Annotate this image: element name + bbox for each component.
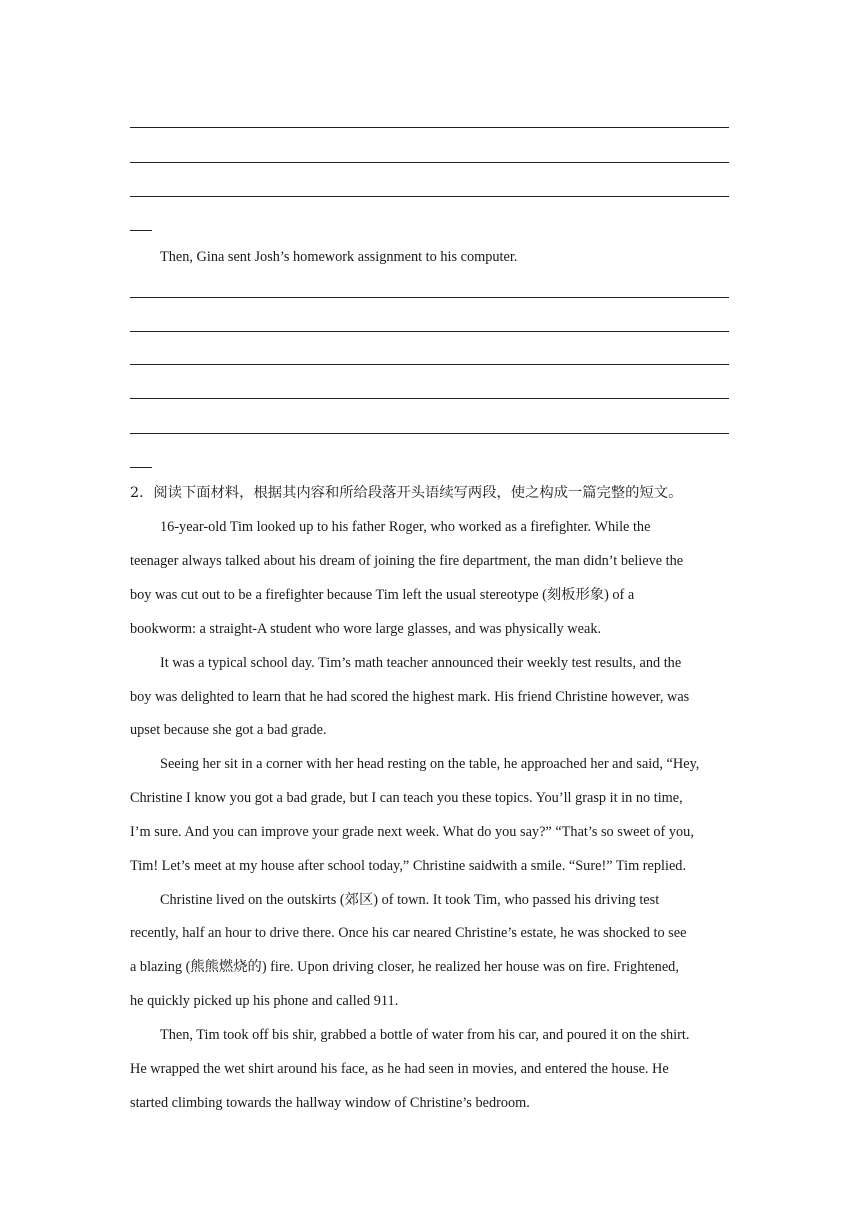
- passage-line: upset because she got a bad grade.: [130, 722, 327, 738]
- passage-line: started climbing towards the hallway window of Christine’s bedroom.: [130, 1095, 530, 1111]
- passage-line: Tim! Let’s meet at my house after school today,” Christine saidwith a smile. “Sure!” Tim replied.: [130, 858, 687, 874]
- passage-line: I’m sure. And you can improve your grade next week. What do you say?” “That’s so sweet of you,: [130, 824, 694, 840]
- passage-line: Christine I know you got a bad grade, but I can teach you these topics. You’ll grasp it in no time,: [130, 790, 683, 806]
- passage-line: Then, Tim took off bis shir, grabbed a bottle of water from his car, and poured it on the shirt.: [160, 1027, 690, 1043]
- answer-line: [130, 297, 729, 298]
- passage-line: a blazing (熊熊燃烧的) fire. Upon driving closer, he realized her house was on fire. Frightened,: [130, 959, 679, 975]
- answer-line-end: [130, 230, 152, 231]
- passage-line: Seeing her sit in a corner with her head resting on the table, he approached her and said, “Hey,: [160, 756, 700, 772]
- passage-line: boy was delighted to learn that he had scored the highest mark. His friend Christine however, was: [130, 689, 690, 705]
- passage-line: he quickly picked up his phone and called 911.: [130, 993, 399, 1009]
- passage-line: boy was cut out to be a firefighter because Tim left the usual stereotype (刻板形象) of a: [130, 587, 635, 603]
- continuation-sentence: Then, Gina sent Josh’s homework assignment to his computer.: [160, 249, 518, 265]
- answer-line: [130, 162, 729, 163]
- answer-line: [130, 364, 729, 365]
- question-heading: 2．阅读下面材料，根据其内容和所给段落开头语续写两段，使之构成一篇完整的短文。: [130, 485, 683, 501]
- passage-line: bookworm: a straight-A student who wore large glasses, and was physically weak.: [130, 621, 602, 637]
- answer-line-end: [130, 467, 152, 468]
- passage-line: Christine lived on the outskirts (郊区) of town. It took Tim, who passed his driving test: [160, 892, 660, 908]
- passage-line: recently, half an hour to drive there. Once his car neared Christine’s estate, he was shocked to see: [130, 925, 687, 941]
- answer-line: [130, 127, 729, 128]
- answer-line: [130, 433, 729, 434]
- answer-line: [130, 196, 729, 197]
- answer-line: [130, 331, 729, 332]
- passage-line: It was a typical school day. Tim’s math teacher announced their weekly test results, and the: [160, 655, 682, 671]
- passage-line: He wrapped the wet shirt around his face, as he had seen in movies, and entered the house. He: [130, 1061, 669, 1077]
- passage-line: teenager always talked about his dream of joining the fire department, the man didn’t believe the: [130, 553, 684, 569]
- passage-line: 16-year-old Tim looked up to his father Roger, who worked as a firefighter. While the: [160, 519, 651, 535]
- answer-line: [130, 398, 729, 399]
